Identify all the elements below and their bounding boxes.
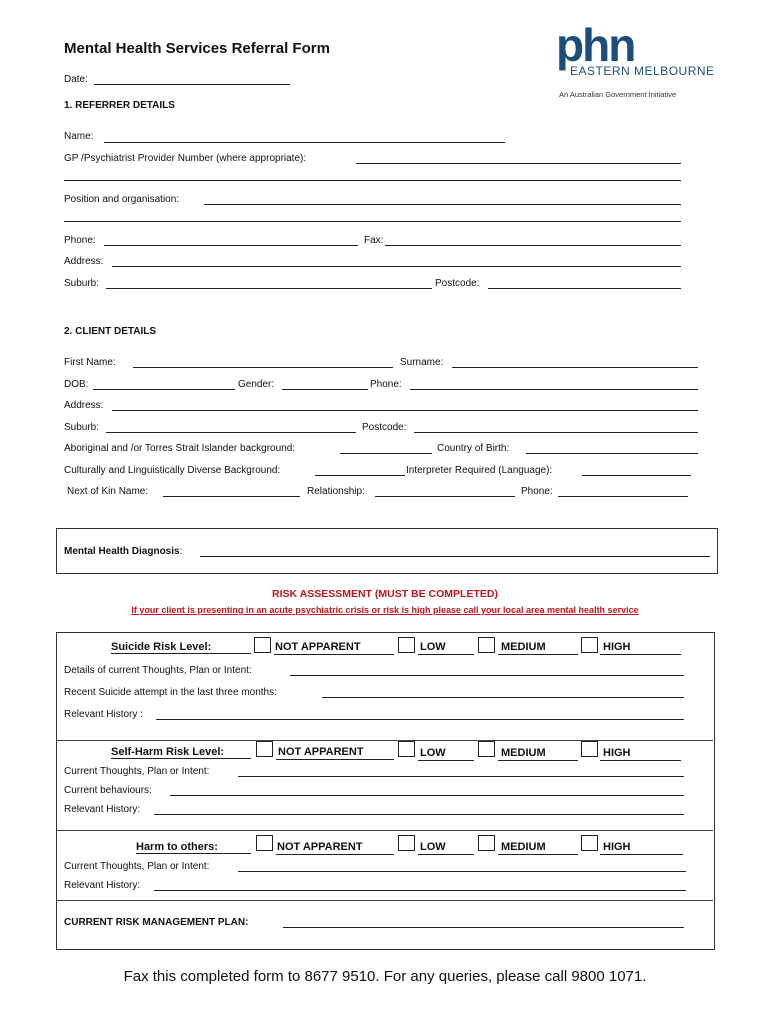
- self-harm-history-label: Relevant History:: [64, 804, 141, 815]
- others-history-label: Relevant History:: [64, 880, 141, 891]
- suicide-high-label: HIGH: [603, 641, 631, 653]
- others-not-apparent-label: NOT APPARENT: [277, 841, 363, 853]
- first-name-field[interactable]: [133, 367, 393, 368]
- self-harm-history-field[interactable]: [154, 814, 684, 815]
- client-postcode-label: Postcode:: [362, 422, 407, 433]
- logo-region: EASTERN MELBOURNE: [570, 64, 715, 78]
- diagnosis-label: Mental Health Diagnosis:: [64, 546, 183, 557]
- interpreter-label: Interpreter Required (Language):: [406, 465, 553, 476]
- suicide-attempt-label: Recent Suicide attempt in the last three months:: [64, 687, 277, 698]
- cald-label: Culturally and Linguistically Diverse Background:: [64, 465, 281, 476]
- client-address-field[interactable]: [112, 410, 698, 411]
- others-high-checkbox[interactable]: [581, 835, 598, 851]
- referrer-heading: 1. REFERRER DETAILS: [64, 100, 175, 111]
- referrer-phone-field[interactable]: [104, 245, 358, 246]
- suicide-not-apparent-checkbox[interactable]: [254, 637, 271, 653]
- others-low-label: LOW: [420, 841, 446, 853]
- client-suburb-field[interactable]: [106, 432, 356, 433]
- self-harm-thoughts-field[interactable]: [238, 776, 684, 777]
- referrer-address-field[interactable]: [112, 266, 681, 267]
- suicide-not-apparent-underline: [274, 654, 394, 655]
- self-harm-behaviours-field[interactable]: [170, 795, 684, 796]
- client-suburb-label: Suburb:: [64, 422, 100, 433]
- others-not-apparent-checkbox[interactable]: [256, 835, 273, 851]
- dob-field[interactable]: [93, 389, 235, 390]
- suicide-medium-underline: [498, 654, 578, 655]
- country-label: Country of Birth:: [437, 443, 510, 454]
- self-harm-not-apparent-label: NOT APPARENT: [278, 746, 364, 758]
- self-harm-high-label: HIGH: [603, 747, 631, 759]
- self-harm-high-checkbox[interactable]: [581, 741, 598, 757]
- self-harm-not-apparent-checkbox[interactable]: [256, 741, 273, 757]
- suicide-low-label: LOW: [420, 641, 446, 653]
- gp-field-line2[interactable]: [64, 180, 681, 181]
- aboriginal-label: Aboriginal and /or Torres Strait Islander background:: [64, 443, 296, 454]
- phn-logo: phn: [556, 19, 635, 71]
- others-low-underline: [418, 854, 474, 855]
- others-history-field[interactable]: [154, 890, 686, 891]
- position-field[interactable]: [204, 204, 681, 205]
- date-label: Date:: [64, 74, 88, 85]
- gp-field[interactable]: [356, 163, 681, 164]
- first-name-label: First Name:: [64, 357, 116, 368]
- position-field-line2[interactable]: [64, 221, 681, 222]
- suicide-low-checkbox[interactable]: [398, 637, 415, 653]
- harm-others-label: Harm to others:: [136, 841, 218, 853]
- client-phone-label: Phone:: [370, 379, 402, 390]
- self-harm-low-checkbox[interactable]: [398, 741, 415, 757]
- referrer-postcode-label: Postcode:: [435, 278, 480, 289]
- client-address-label: Address:: [64, 400, 104, 411]
- others-thoughts-field[interactable]: [238, 871, 686, 872]
- referrer-name-field[interactable]: [104, 142, 505, 143]
- others-thoughts-label: Current Thoughts, Plan or Intent:: [64, 861, 210, 872]
- others-medium-checkbox[interactable]: [478, 835, 495, 851]
- gender-field[interactable]: [282, 389, 368, 390]
- surname-field[interactable]: [452, 367, 698, 368]
- risk-divider-1: [57, 740, 713, 741]
- self-harm-medium-checkbox[interactable]: [478, 741, 495, 757]
- self-harm-risk-label: Self-Harm Risk Level:: [111, 746, 225, 758]
- self-harm-behaviours-label: Current behaviours:: [64, 785, 152, 796]
- kin-phone-label: Phone:: [521, 486, 553, 497]
- self-harm-low-label: LOW: [420, 747, 446, 759]
- self-harm-label-underline: [111, 758, 251, 759]
- self-harm-not-apparent-underline: [276, 759, 394, 760]
- risk-warning: If your client is presenting in an acute psychiatric crisis or risk is high please call your local area mental health service: [131, 605, 639, 615]
- surname-label: Surname:: [400, 357, 444, 368]
- dob-label: DOB:: [64, 379, 89, 390]
- suicide-low-underline: [418, 654, 474, 655]
- self-harm-thoughts-label: Current Thoughts, Plan or Intent:: [64, 766, 210, 777]
- position-label: Position and organisation:: [64, 194, 180, 205]
- footer-contact: Fax this completed form to 8677 9510. For any queries, please call 9800 1071.: [123, 968, 647, 985]
- kin-label: Next of Kin Name:: [67, 486, 149, 497]
- kin-field[interactable]: [163, 496, 300, 497]
- suicide-high-checkbox[interactable]: [581, 637, 598, 653]
- client-phone-field[interactable]: [410, 389, 698, 390]
- suicide-attempt-field[interactable]: [322, 697, 684, 698]
- logo-tagline: An Australian Government Initiative: [559, 90, 677, 99]
- referrer-suburb-field[interactable]: [106, 288, 432, 289]
- diagnosis-field[interactable]: [200, 556, 710, 557]
- others-low-checkbox[interactable]: [398, 835, 415, 851]
- date-field[interactable]: [94, 84, 290, 85]
- suicide-history-field[interactable]: [156, 719, 684, 720]
- risk-heading: RISK ASSESSMENT (MUST BE COMPLETED): [272, 588, 498, 600]
- interpreter-field[interactable]: [582, 475, 691, 476]
- fax-field[interactable]: [385, 245, 681, 246]
- country-field[interactable]: [526, 453, 698, 454]
- suicide-medium-checkbox[interactable]: [478, 637, 495, 653]
- self-harm-low-underline: [418, 760, 474, 761]
- fax-label: Fax:: [364, 235, 384, 246]
- client-postcode-field[interactable]: [414, 432, 698, 433]
- suicide-history-label: Relevant History :: [64, 709, 143, 720]
- suicide-label-underline: [111, 653, 251, 654]
- suicide-risk-label: Suicide Risk Level:: [111, 641, 212, 653]
- others-not-apparent-underline: [276, 854, 394, 855]
- risk-box: [56, 632, 715, 950]
- aboriginal-field[interactable]: [340, 453, 432, 454]
- cald-field[interactable]: [315, 475, 405, 476]
- referrer-phone-label: Phone:: [64, 235, 96, 246]
- others-high-label: HIGH: [603, 841, 631, 853]
- risk-divider-3: [57, 900, 713, 901]
- form-title: Mental Health Services Referral Form: [64, 40, 330, 57]
- self-harm-medium-label: MEDIUM: [501, 747, 546, 759]
- suicide-thoughts-label: Details of current Thoughts, Plan or Intent:: [64, 665, 252, 676]
- suicide-not-apparent-label: NOT APPARENT: [275, 641, 361, 653]
- others-medium-underline: [498, 854, 578, 855]
- gender-label: Gender:: [238, 379, 275, 390]
- referrer-suburb-label: Suburb:: [64, 278, 100, 289]
- gp-label: GP /Psychiatrist Provider Number (where appropriate):: [64, 153, 307, 164]
- risk-divider-2: [57, 830, 713, 831]
- risk-plan-label: CURRENT RISK MANAGEMENT PLAN:: [64, 917, 249, 928]
- others-high-underline: [600, 854, 683, 855]
- suicide-high-underline: [600, 654, 681, 655]
- self-harm-medium-underline: [498, 760, 578, 761]
- others-medium-label: MEDIUM: [501, 841, 546, 853]
- harm-others-label-underline: [136, 853, 251, 854]
- referrer-postcode-field[interactable]: [488, 288, 681, 289]
- relationship-label: Relationship:: [307, 486, 365, 497]
- kin-phone-field[interactable]: [558, 496, 688, 497]
- referrer-name-label: Name:: [64, 131, 94, 142]
- referrer-address-label: Address:: [64, 256, 104, 267]
- risk-plan-field[interactable]: [283, 927, 684, 928]
- self-harm-high-underline: [600, 760, 681, 761]
- relationship-field[interactable]: [375, 496, 515, 497]
- suicide-medium-label: MEDIUM: [501, 641, 546, 653]
- suicide-thoughts-field[interactable]: [290, 675, 684, 676]
- client-heading: 2. CLIENT DETAILS: [64, 326, 157, 337]
